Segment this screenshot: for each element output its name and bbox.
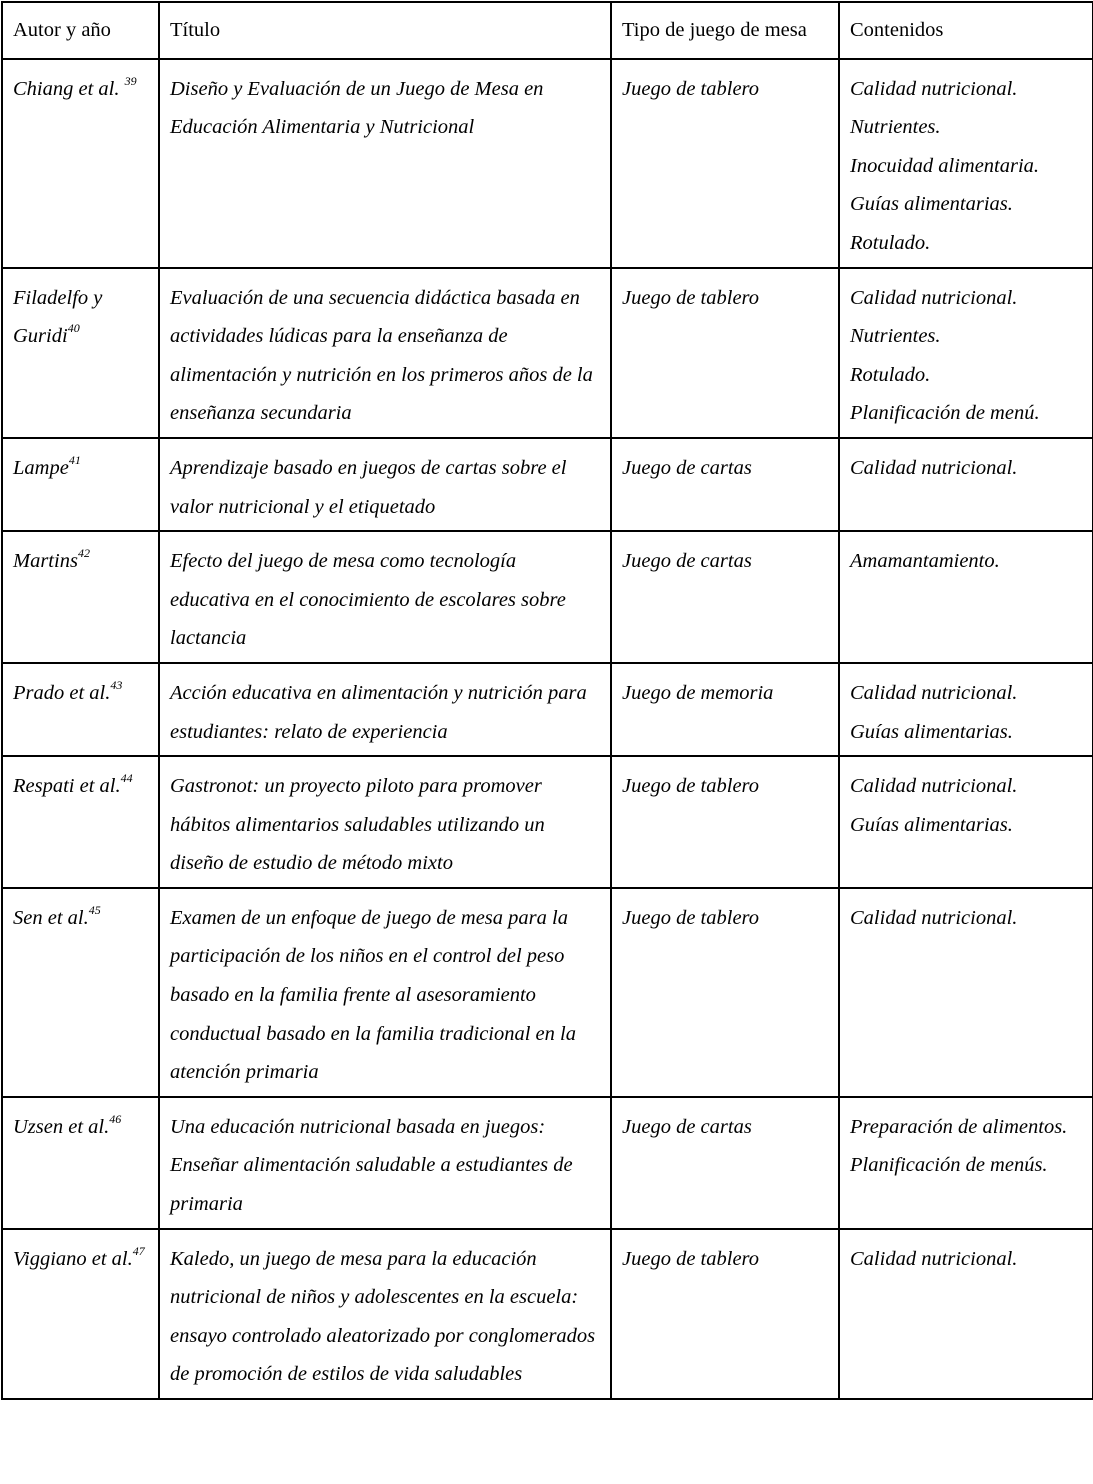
reference-number: 39 — [124, 73, 137, 88]
game-type-cell: Juego de cartas — [611, 1097, 839, 1229]
game-type-cell: Juego de tablero — [611, 1229, 839, 1399]
contents-cell — [839, 438, 1093, 531]
reference-number: 43 — [110, 678, 123, 693]
author-name: Martins — [13, 550, 78, 573]
reference-number: 40 — [67, 321, 80, 336]
content-item: Guías alimentarias. — [850, 193, 1013, 216]
author-cell — [2, 663, 159, 756]
content-item: Calidad nutricional. — [850, 681, 1018, 704]
content-item: Rotulado. — [850, 363, 931, 386]
author-cell — [2, 268, 159, 438]
table-row — [2, 531, 1093, 663]
game-type-cell: Juego de tablero — [611, 268, 839, 438]
contents-cell — [839, 888, 1093, 1097]
author-name: Uzsen et al. — [13, 1115, 110, 1138]
content-item: Calidad nutricional. — [850, 77, 1018, 100]
content-item: Nutrientes. — [850, 325, 941, 348]
header-title: Título — [159, 2, 611, 59]
author-cell — [2, 1097, 159, 1229]
title-cell: Evaluación de una secuencia didáctica basada en actividades lúdicas para la enseñanza de alimentación y nutrición en los primeros años de la enseñanza secundaria — [159, 268, 611, 438]
title-cell: Efecto del juego de mesa como tecnología educativa en el conocimiento de escolares sobre lactancia — [159, 531, 611, 663]
contents-cell — [839, 1097, 1093, 1229]
reference-number: 47 — [132, 1243, 145, 1258]
content-item: Guías alimentarias. — [850, 720, 1013, 743]
author-name: Lampe — [13, 456, 69, 479]
author-name: Sen et al. — [13, 906, 89, 929]
author-name: Chiang et al. — [13, 77, 125, 100]
reference-number: 45 — [88, 903, 101, 918]
content-item: Nutrientes. — [850, 116, 941, 139]
reference-number: 46 — [109, 1112, 122, 1127]
review-table — [1, 1, 1093, 1400]
table-row — [2, 888, 1093, 1097]
title-cell: Aprendizaje basado en juegos de cartas sobre el valor nutricional y el etiquetado — [159, 438, 611, 531]
title-cell: Gastronot: un proyecto piloto para promover hábitos alimentarios saludables utilizando un diseño de estudio de método mixto — [159, 756, 611, 888]
author-cell — [2, 531, 159, 663]
content-item: Amamantamiento. — [850, 550, 1000, 573]
table-row — [2, 1097, 1093, 1229]
author-cell — [2, 438, 159, 531]
game-type-cell: Juego de memoria — [611, 663, 839, 756]
author-cell — [2, 1229, 159, 1399]
header-contents: Contenidos — [839, 2, 1093, 59]
content-item: Planificación de menú. — [850, 402, 1040, 425]
reference-number: 44 — [120, 771, 133, 786]
table-row — [2, 663, 1093, 756]
header-game-type: Tipo de juego de mesa — [611, 2, 839, 59]
reference-number: 41 — [68, 453, 81, 468]
game-type-cell: Juego de cartas — [611, 531, 839, 663]
reference-number: 42 — [77, 546, 90, 561]
table-row — [2, 1229, 1093, 1399]
content-item: Calidad nutricional. — [850, 456, 1018, 479]
author-cell — [2, 888, 159, 1097]
header-row — [2, 2, 1093, 59]
table-row — [2, 756, 1093, 888]
table-row — [2, 268, 1093, 438]
content-item: Planificación de menús. — [850, 1154, 1048, 1177]
title-cell: Una educación nutricional basada en juegos: Enseñar alimentación saludable a estudiantes de primaria — [159, 1097, 611, 1229]
title-cell: Kaledo, un juego de mesa para la educación nutricional de niños y adolescentes en la escuela: ensayo controlado aleatorizado por conglomerados de promoción de estilos de vida saludables — [159, 1229, 611, 1399]
author-name: Prado et al. — [13, 681, 111, 704]
content-item: Guías alimentarias. — [850, 813, 1013, 836]
contents-cell — [839, 268, 1093, 438]
game-type-cell: Juego de tablero — [611, 756, 839, 888]
table-row — [2, 59, 1093, 268]
author-name: Viggiano et al. — [13, 1247, 133, 1270]
content-item: Rotulado. — [850, 231, 931, 254]
game-type-cell: Juego de tablero — [611, 888, 839, 1097]
contents-cell — [839, 59, 1093, 268]
author-cell — [2, 59, 159, 268]
contents-cell — [839, 531, 1093, 663]
content-item: Calidad nutricional. — [850, 286, 1018, 309]
title-cell: Diseño y Evaluación de un Juego de Mesa en Educación Alimentaria y Nutricional — [159, 59, 611, 268]
content-item: Calidad nutricional. — [850, 1247, 1018, 1270]
content-item: Preparación de alimentos. — [850, 1115, 1068, 1138]
author-name: Filadelfo y Guridi — [13, 286, 103, 348]
author-cell — [2, 756, 159, 888]
title-cell: Acción educativa en alimentación y nutrición para estudiantes: relato de experiencia — [159, 663, 611, 756]
contents-cell — [839, 1229, 1093, 1399]
contents-cell — [839, 756, 1093, 888]
content-item: Inocuidad alimentaria. — [850, 154, 1040, 177]
content-item: Calidad nutricional. — [850, 906, 1018, 929]
content-item: Calidad nutricional. — [850, 775, 1018, 798]
game-type-cell: Juego de cartas — [611, 438, 839, 531]
author-name: Respati et al. — [13, 775, 121, 798]
contents-cell — [839, 663, 1093, 756]
game-type-cell: Juego de tablero — [611, 59, 839, 268]
header-author: Autor y año — [2, 2, 159, 59]
table-row — [2, 438, 1093, 531]
title-cell: Examen de un enfoque de juego de mesa para la participación de los niños en el control del peso basado en la familia frente al asesoramiento conductual basado en la familia tradicional en la atención primaria — [159, 888, 611, 1097]
